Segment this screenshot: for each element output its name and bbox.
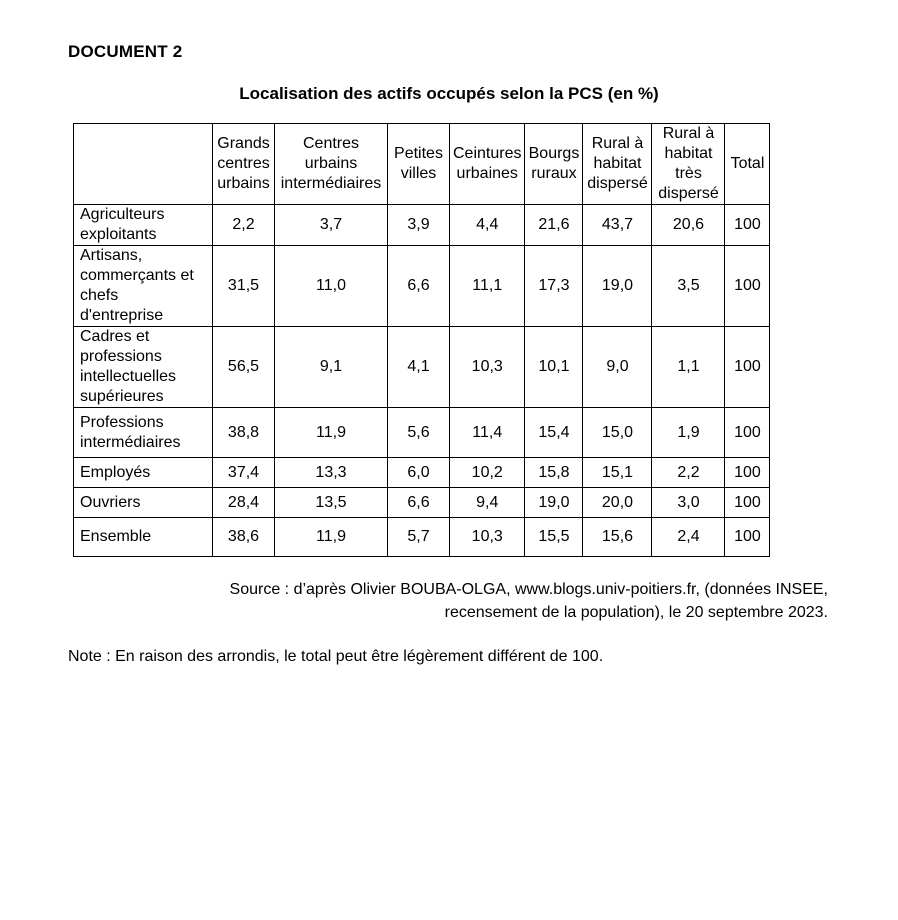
column-header-line: Total [730,155,765,172]
source-line-2: recensement de la population), le 20 septembre 2023. [444,604,828,621]
row-label-line: intellectuelles [80,368,177,385]
table-cell: 10,1 [525,327,583,408]
column-header-line: Bourgs [528,145,580,162]
column-header-line: Grands [217,135,270,152]
table-row [74,205,770,246]
table-cell: 3,9 [388,205,450,246]
table-cell: 100 [725,246,770,327]
table-cell: 100 [725,408,770,458]
column-header-line: habitat [664,145,713,162]
table-cell: 6,0 [388,458,450,488]
table-cell: 13,3 [275,458,388,488]
column-header [583,124,652,205]
column-header-line: urbains [304,155,358,172]
column-header-line: urbains [217,175,270,192]
table-cell: 100 [725,488,770,518]
table-cell: 38,6 [213,518,275,557]
table-cell: 37,4 [213,458,275,488]
table-cell: 6,6 [388,488,450,518]
column-header-line: centres [217,155,270,172]
column-header-line: Petites [394,145,443,162]
column-header-line: Rural à [591,135,644,152]
table-cell: 17,3 [525,246,583,327]
source-line-1: Source : d’après Olivier BOUBA-OLGA, www.blogs.univ-poitiers.fr, (données INSEE, [229,581,828,598]
table-cell: 11,4 [450,408,525,458]
table-row [74,327,770,408]
table-row [74,458,770,488]
row-label-line: exploitants [80,226,157,243]
table-cell: 31,5 [213,246,275,327]
row-label [74,518,213,557]
table-row [74,518,770,557]
table-cell: 5,7 [388,518,450,557]
row-label-line: Employés [80,463,151,481]
source-citation [128,578,828,624]
row-label-line: Ensemble [80,528,152,545]
row-label-line: supérieures [80,388,164,405]
column-header-line: intermédiaires [280,175,382,192]
table-cell: 10,3 [450,518,525,557]
table-cell: 2,4 [652,518,725,557]
table-cell: 15,1 [583,458,652,488]
table-cell: 20,0 [583,488,652,518]
table-cell: 11,0 [275,246,388,327]
row-label-line: d'entreprise [80,307,164,324]
table-cell: 21,6 [525,205,583,246]
row-label-line: professions [80,348,162,365]
row-label [74,488,213,518]
column-header [525,124,583,205]
table-cell: 10,3 [450,327,525,408]
table-row [74,408,770,458]
row-label-line: Professions [80,413,164,431]
table-cell: 2,2 [652,458,725,488]
table-cell: 19,0 [525,488,583,518]
column-header [725,124,770,205]
table-cell: 100 [725,205,770,246]
footnote: Note : En raison des arrondis, le total peut être légèrement différent de 100. [68,648,604,665]
column-header-line: très [675,165,702,182]
table-cell: 9,4 [450,488,525,518]
document-label: DOCUMENT 2 [68,42,183,61]
row-label [74,408,213,458]
column-header-line: Rural à [662,125,715,142]
table-cell: 1,1 [652,327,725,408]
column-header-line: dispersé [587,175,648,192]
table-cell: 3,7 [275,205,388,246]
table-cell: 15,0 [583,408,652,458]
table-cell: 3,0 [652,488,725,518]
column-header-line: habitat [593,155,642,172]
table-cell: 56,5 [213,327,275,408]
table-cell: 5,6 [388,408,450,458]
row-label-line: commerçants et [80,267,194,284]
column-header-line: Centres [302,135,360,152]
row-label-line: chefs [80,287,119,304]
data-table [73,123,770,557]
row-label [74,327,213,408]
table-cell: 100 [725,458,770,488]
column-header [450,124,525,205]
table-row [74,488,770,518]
table-cell: 9,1 [275,327,388,408]
column-header-line: dispersé [658,185,719,202]
table-cell: 1,9 [652,408,725,458]
column-header [652,124,725,205]
row-label [74,205,213,246]
table-cell: 100 [725,518,770,557]
table-cell: 4,4 [450,205,525,246]
row-label-line: Agriculteurs [80,206,165,223]
column-header-line: urbaines [456,165,518,182]
column-header-line: villes [400,165,437,182]
table-cell: 15,8 [525,458,583,488]
row-label-line: Artisans, [80,247,143,264]
table-cell: 20,6 [652,205,725,246]
table-cell: 28,4 [213,488,275,518]
table-cell: 2,2 [213,205,275,246]
row-label-line: intermédiaires [80,433,181,451]
table-cell: 15,4 [525,408,583,458]
table-cell: 38,8 [213,408,275,458]
table-row [74,246,770,327]
table-cell: 11,1 [450,246,525,327]
column-header [275,124,388,205]
table-cell: 3,5 [652,246,725,327]
row-label-line: Cadres et [80,328,150,345]
table-cell: 19,0 [583,246,652,327]
row-label-line: Ouvriers [80,493,141,511]
column-header-line: Ceintures [453,145,522,162]
column-header [388,124,450,205]
row-label [74,246,213,327]
table-cell: 9,0 [583,327,652,408]
column-header [213,124,275,205]
row-label [74,458,213,488]
table-cell: 11,9 [275,518,388,557]
corner-cell [74,124,213,205]
table-cell: 13,5 [275,488,388,518]
table-cell: 4,1 [388,327,450,408]
table-cell: 11,9 [275,408,388,458]
column-header-line: ruraux [531,165,577,182]
table-cell: 6,6 [388,246,450,327]
table-cell: 10,2 [450,458,525,488]
table-cell: 43,7 [583,205,652,246]
header-row [74,124,770,205]
table-cell: 15,5 [525,518,583,557]
table-cell: 100 [725,327,770,408]
table-cell: 15,6 [583,518,652,557]
table-body [74,205,770,557]
table-title: Localisation des actifs occupés selon la PCS (en %) [239,84,659,103]
